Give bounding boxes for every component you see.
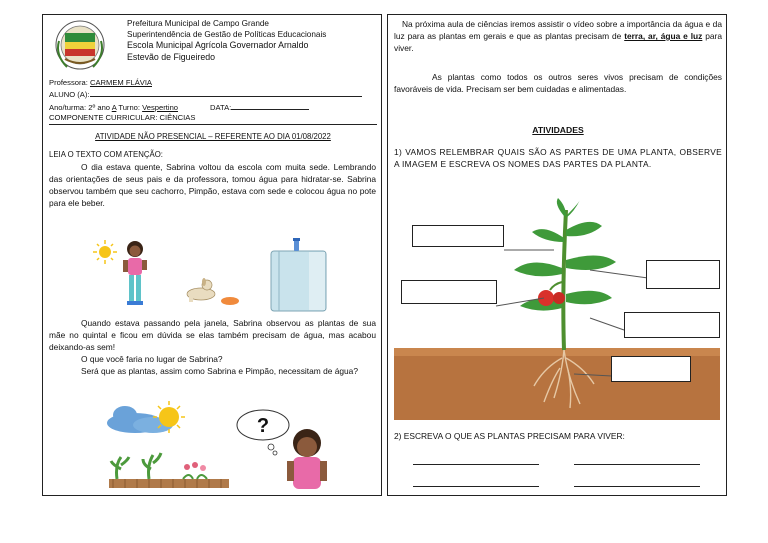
label-box-stem[interactable] xyxy=(624,312,720,338)
professora-name: CARMEM FLÁVIA xyxy=(89,78,152,87)
header-line-3: Escola Municipal Agrícola Governador Arnaldo xyxy=(127,40,309,51)
stem xyxy=(563,210,566,350)
header-line-4: Estevão de Figueiredo xyxy=(127,51,216,62)
garden-plants xyxy=(109,453,229,488)
turma-value: A xyxy=(111,102,117,112)
answer-line-2[interactable] xyxy=(574,464,700,465)
water-bowl xyxy=(221,297,239,305)
label-box-leaf[interactable] xyxy=(412,225,504,247)
question-mark: ? xyxy=(256,415,270,437)
question-2: Será que as plantas, assim como Sabrina e Pimpão, necessitam de água? xyxy=(81,366,358,376)
data-label: DATA: xyxy=(210,102,232,112)
question-1: O que você faria no lugar de Sabrina? xyxy=(81,354,223,364)
intro-paragraph xyxy=(394,18,722,54)
label-box-root[interactable] xyxy=(611,356,691,382)
school-crest-logo xyxy=(51,19,109,75)
turno-label: Turno: xyxy=(116,102,143,112)
turno-value: Vespertino xyxy=(142,102,179,112)
thought-bubble xyxy=(237,410,289,455)
tomato-fruit xyxy=(538,282,565,306)
answer-line-1[interactable] xyxy=(413,464,539,465)
leia-heading: LEIA O TEXTO COM ATENÇÃO: xyxy=(49,150,163,159)
label-box-fruit[interactable] xyxy=(401,280,497,304)
fridge-figure xyxy=(271,238,326,311)
aluno-label: ALUNO (A): xyxy=(49,90,90,100)
sun-icon xyxy=(93,240,117,264)
girl-drinking-figure xyxy=(123,241,147,305)
living-beings-paragraph: As plantas como todos os outros seres vivos precisam de condições favoráveis de vida. Precisam ser bem cuidadas e alimentadas. xyxy=(394,72,722,94)
intro-text-a: Na próxima aula de ciências iremos assistir o vídeo sobre a importância da água e da luz para as plantas em gerais e que as plantas precisam de xyxy=(394,19,722,41)
ano-label: Ano/turma: 2º ano xyxy=(49,102,112,112)
right-worksheet-panel xyxy=(387,14,727,496)
atividades-heading: ATIVIDADES xyxy=(532,125,584,135)
left-worksheet-panel xyxy=(42,14,382,496)
professora-label: Professora: xyxy=(49,78,88,87)
answer-line-4[interactable] xyxy=(574,486,700,487)
paragraph-1: O dia estava quente, Sabrina voltou da escola com muita sede. Lembrando das orientações de seus pais e da professora, tomou água para hidratar-se. Sabrina observou também que seu cachorro, Pimpão, estava com sede e colocou água no pote para ele beber. xyxy=(49,162,376,208)
thinking-girl-figure xyxy=(287,429,327,489)
student-info xyxy=(49,78,377,123)
plants-thinking-illustration xyxy=(103,395,353,495)
sabrina-dog-fridge-illustration xyxy=(83,238,343,312)
data-blank xyxy=(231,101,309,110)
aluno-blank xyxy=(90,88,362,97)
componente-curricular: COMPONENTE CURRICULAR: CIÊNCIAS xyxy=(49,112,196,122)
atividade-title: ATIVIDADE NÃO PRESENCIAL – REFERENTE AO DIA 01/08/2022 xyxy=(95,132,331,141)
school-header xyxy=(127,18,326,63)
intro-text-b: para viver. xyxy=(394,31,722,53)
dog-figure xyxy=(187,278,215,302)
question-2: 2) ESCREVA O QUE AS PLANTAS PRECISAM PARA VIVER: xyxy=(394,431,625,441)
label-box-flower[interactable] xyxy=(646,260,720,289)
divider xyxy=(49,124,377,125)
paragraph-2: Quando estava passando pela janela, Sabrina observou as plantas de sua mãe no quintal e ficou em dúvida se elas também precisam de água, mas acabou deixando-as sem! xyxy=(49,318,376,352)
header-line-2: Superintendência de Gestão de Políticas Educacionais xyxy=(127,30,327,40)
header-line-1: Prefeitura Municipal de Campo Grande xyxy=(127,19,269,28)
intro-bold-needs: terra, ar, água e luz xyxy=(624,31,703,41)
answer-line-3[interactable] xyxy=(413,486,539,487)
question-1: 1) VAMOS RELEMBRAR QUAIS SÃO AS PARTES DE UMA PLANTA, OBSERVE A IMAGEM E ESCREVA OS NOMES DAS PARTES DA PLANTA. xyxy=(394,147,722,169)
